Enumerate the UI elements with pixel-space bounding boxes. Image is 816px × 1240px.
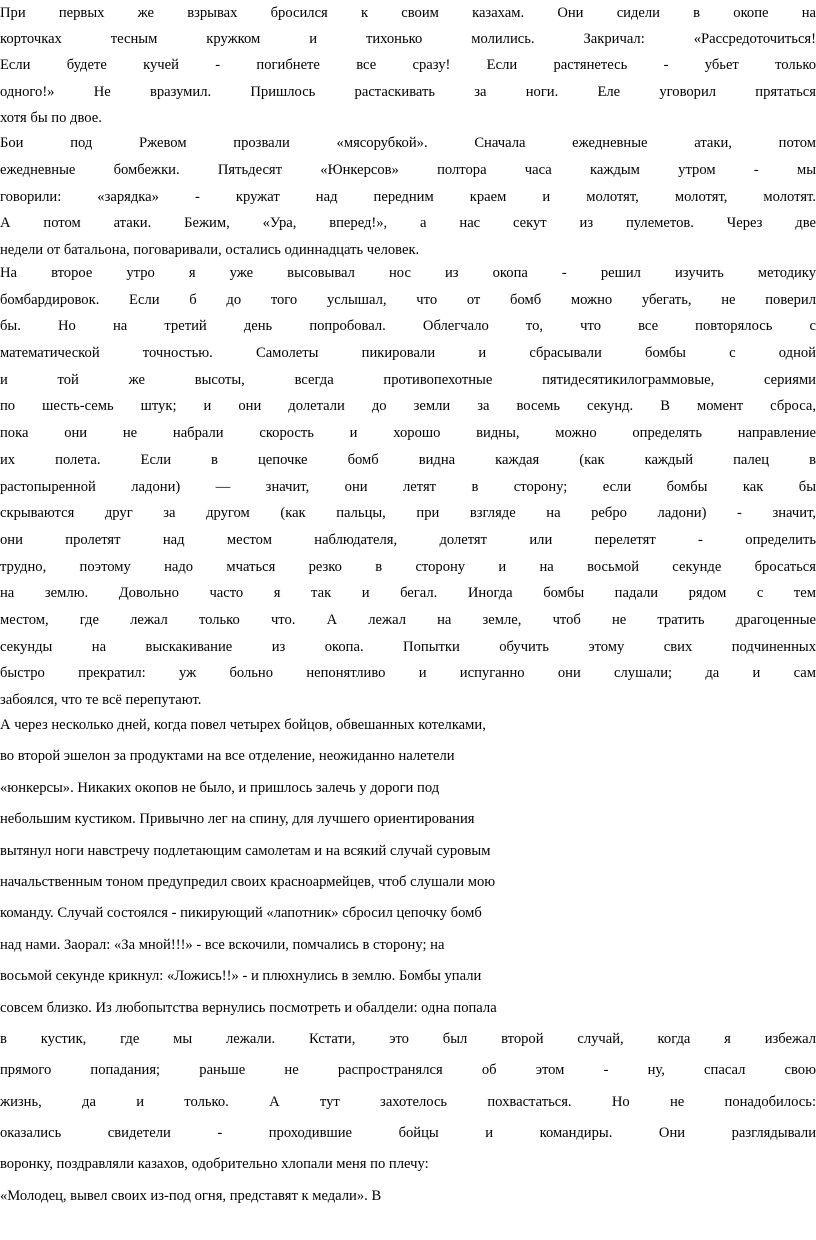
text-line: скрываются друг за другом (как пальцы, при взгляде на ребро ладони) - значит, bbox=[0, 505, 816, 522]
text-line: небольшим кустиком. Привычно лег на спину, для лучшего ориентирования bbox=[0, 811, 475, 828]
text-line: одного!» Не вразумил. Пришлось растаскивать за ноги. Еле уговорил прятаться bbox=[0, 83, 816, 100]
paragraph-4 bbox=[0, 710, 816, 1212]
text-line: забоялся, что те всё перепутают. bbox=[0, 692, 202, 708]
paragraph-1 bbox=[0, 0, 816, 131]
text-line: совсем близко. Из любопытства вернулись посмотреть и обалдели: одна попала bbox=[0, 999, 497, 1016]
text-line: воронку, поздравляли казахов, одобрительно хлопали меня по плечу: bbox=[0, 1156, 429, 1173]
text-line: начальственным тоном предупредил своих красноармейцев, чтоб слушали мою bbox=[0, 873, 496, 890]
text-line: на землю. Довольно часто я так и бегал. Иногда бомбы падали рядом с тем bbox=[0, 585, 816, 602]
text-line: пока они не набрали скорость и хорошо видны, можно определять направление bbox=[0, 425, 816, 442]
text-line: в кустик, где мы лежали. Кстати, это был второй случай, когда я избежал bbox=[0, 1030, 816, 1047]
text-line: говорили: «зарядка» - кружат над передним краем и молотят, молотят, молотят. bbox=[0, 188, 816, 205]
text-line: местом, где лежал только что. А лежал на земле, чтоб не тратить драгоценные bbox=[0, 611, 816, 628]
paragraph-3 bbox=[0, 260, 816, 714]
text-line: секунды на выскакивание из окопа. Попытки обучить этому свих подчиненных bbox=[0, 638, 816, 655]
text-line: во второй эшелон за продуктами на все отделение, неожиданно налетели bbox=[0, 748, 455, 765]
text-line: оказались свидетели - проходившие бойцы и командиры. Они разглядывали bbox=[0, 1125, 816, 1142]
text-line: и той же высоты, всегда противопехотные пятидесятикилограммовые, сериями bbox=[0, 371, 816, 388]
text-line: «юнкерсы». Никаких окопов не было, и пришлось залечь у дороги под bbox=[0, 779, 440, 796]
paragraph-2 bbox=[0, 130, 816, 264]
text-line: недели от батальона, поговаривали, остались одиннадцать человек. bbox=[0, 242, 420, 259]
text-line: Бои под Ржевом прозвали «мясорубкой». Сначала ежедневные атаки, потом bbox=[0, 135, 816, 151]
text-line: растопыренной ладони) — значит, они летят в сторону; если бомбы как бы bbox=[0, 478, 816, 495]
text-line: они пролетят над местом наблюдателя, долетят или перелетят - определить bbox=[0, 531, 816, 548]
text-line: трудно, поэтому надо мчаться резко в сторону и на восьмой секунде бросаться bbox=[0, 558, 816, 575]
text-line: быстро прекратил: уж больно непонятливо и испуганно они слушали; да и сам bbox=[0, 665, 816, 682]
text-line: по шесть-семь штук; и они долетали до земли за восемь секунд. В момент сброса, bbox=[0, 398, 816, 415]
text-line: хотя бы по двое. bbox=[0, 109, 102, 126]
text-line: прямого попадания; раньше не распространялся об этом - ну, спасал свою bbox=[0, 1062, 816, 1079]
text-line: восьмой секунде крикнул: «Ложись!!» - и плюхнулись в землю. Бомбы упали bbox=[0, 968, 482, 985]
text-line: ежедневные бомбежки. Пятьдесят «Юнкерсов» полтора часа каждым утром - мы bbox=[0, 161, 816, 178]
text-line: При первых же взрывах бросился к своим казахам. Они сидели в окопе на bbox=[0, 5, 816, 21]
text-line: На второе утро я уже высовывал нос из окопа - решил изучить методику bbox=[0, 265, 816, 281]
text-line: их полета. Если в цепочке бомб видна каждая (как каждый палец в bbox=[0, 451, 816, 468]
text-line: А через несколько дней, когда повел четырех бойцов, обвешанных котелками, bbox=[0, 717, 486, 733]
text-line: А потом атаки. Бежим, «Ура, вперед!», а нас секут из пулеметов. Через две bbox=[0, 215, 816, 232]
text-line: Если будете кучей - погибнете все сразу! Если растянетесь - убьет только bbox=[0, 57, 816, 74]
text-line: «Молодец, вывел своих из-под огня, представят к медали». В bbox=[0, 1187, 382, 1204]
text-line: корточках тесным кружком и тихонько молились. Закричал: «Рассредоточиться! bbox=[0, 31, 816, 48]
text-line: бы. Но на третий день попробовал. Облегчало то, что все повторялось с bbox=[0, 318, 816, 335]
text-line: математической точностью. Самолеты пикировали и сбрасывали бомбы с одной bbox=[0, 345, 816, 362]
text-line: вытянул ноги навстречу подлетающим самолетам и на всякий случай суровым bbox=[0, 842, 491, 859]
text-line: жизнь, да и только. А тут захотелось похвастаться. Но не понадобилось: bbox=[0, 1093, 816, 1110]
text-line: над нами. Заорал: «За мной!!!» - все вскочили, помчались в сторону; на bbox=[0, 936, 445, 953]
text-line: бомбардировок. Если б до того услышал, что от бомб можно убегать, не поверил bbox=[0, 291, 816, 308]
text-line: команду. Случай состоялся - пикирующий «лапотник» сбросил цепочку бомб bbox=[0, 905, 482, 922]
